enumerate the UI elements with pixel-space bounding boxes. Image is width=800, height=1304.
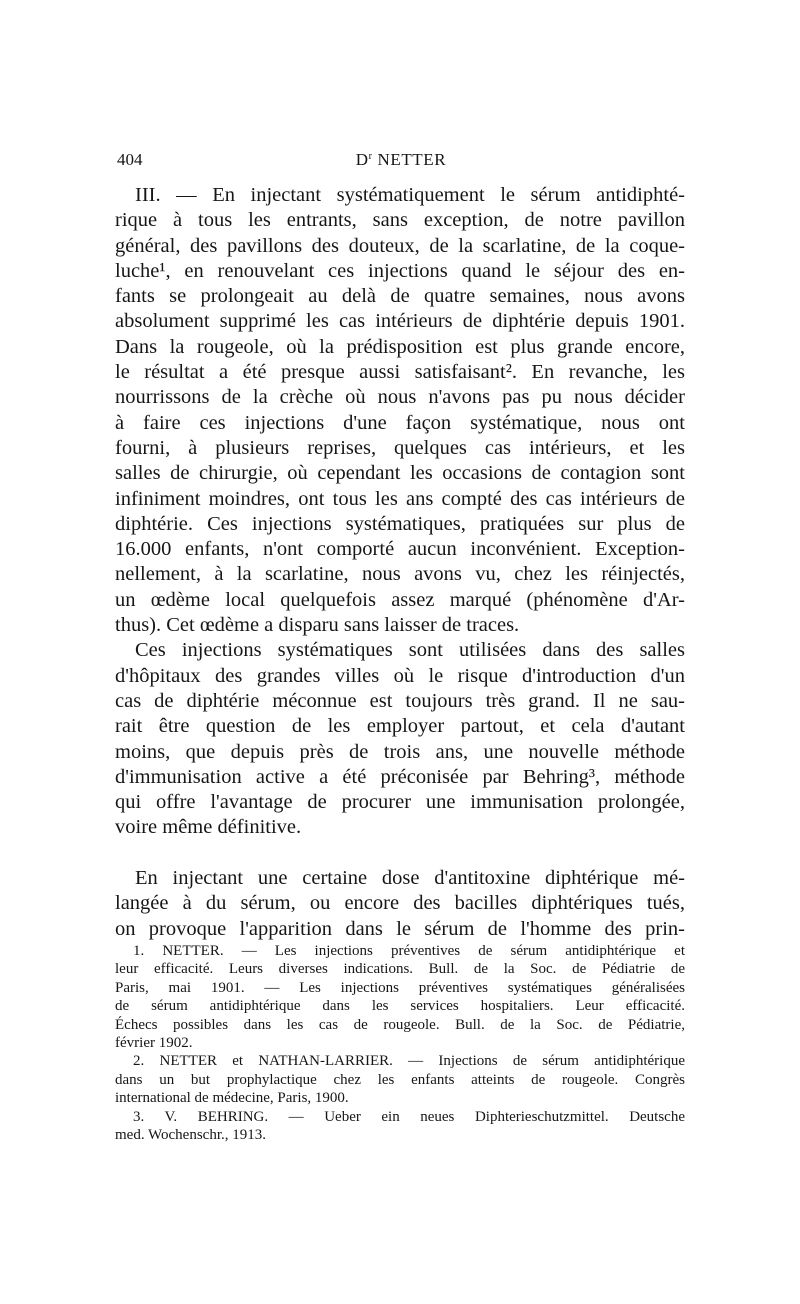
text-line: 16.000 enfants, n'ont comporté aucun inconvénient. Exception-: [115, 538, 685, 561]
text-line: En injectant une certaine dose d'antitoxine diphtérique mé-: [135, 867, 685, 890]
text-line: d'hôpitaux des grandes villes où le risque d'introduction d'un: [115, 664, 685, 687]
footnote-line: leur efficacité. Leurs diverses indications. Bull. de la Soc. de Pédiatrie de: [115, 961, 685, 978]
text-line: à faire ces injections d'une façon systématique, nous ont: [115, 411, 685, 434]
text-line: d'immunisation active a été préconisée par Behring³, méthode: [115, 765, 685, 788]
footnote-line: med. Wochenschr., 1913.: [115, 1126, 266, 1143]
footnote-line: Paris, mai 1901. — Les injections préventives systématiques généralisées: [115, 979, 685, 996]
footnote-line: international de médecine, Paris, 1900.: [115, 1090, 349, 1107]
text-line: rique à tous les entrants, sans exception, de notre pavillon: [115, 209, 685, 232]
text-line: III. — En injectant systématiquement le sérum antidiphté-: [135, 184, 685, 206]
text-line: fants se prolongeait au delà de quatre semaines, nous avons: [115, 285, 685, 308]
text-line: Ces injections systématiques sont utilisées dans des salles: [135, 639, 685, 662]
running-title-superscript: r: [368, 151, 373, 162]
page-number: 404: [117, 150, 143, 169]
text-line: diphtérie. Ces injections systématiques, pratiquées sur plus de: [115, 512, 685, 535]
text-line: cas de diphtérie méconnue est toujours très grand. Il ne sau-: [115, 689, 685, 712]
body-text: [115, 183, 685, 942]
text-line: voire même définitive.: [115, 816, 302, 839]
text-line: salles de chirurgie, où cependant les occasions de contagion sont: [115, 462, 685, 485]
running-title: [117, 150, 685, 170]
text-line: langée à du sérum, ou encore des bacilles diphtériques tués,: [115, 892, 685, 915]
text-line: thus). Cet œdème a disparu sans laisser de traces.: [115, 614, 520, 637]
running-title-prefix: D: [355, 150, 369, 169]
page-header: [117, 150, 685, 174]
text-line: qui offre l'avantage de procurer une immunisation prolongée,: [115, 791, 685, 814]
text-line: infiniment moindres, ont tous les ans compté des cas intérieurs de: [115, 487, 685, 510]
footnote-line: février 1902.: [115, 1034, 193, 1051]
text-line: Dans la rougeole, où la prédisposition est plus grande encore,: [115, 335, 685, 358]
footnote-line: 1. NETTER. — Les injections préventives de sérum antidiphtérique et: [133, 943, 685, 959]
text-line: nourrissons de la crèche où nous n'avons pas pu nous décider: [115, 386, 685, 409]
footnote-line: 2. NETTER et NATHAN-LARRIER. — Injections de sérum antidiphtérique: [133, 1053, 685, 1070]
text-line: luche¹, en renouvelant ces injections quand le séjour des en-: [115, 259, 685, 282]
footnotes: [115, 942, 685, 1144]
footnote-line: 3. V. BEHRING. — Ueber ein neues Diphterieschutzmittel. Deutsche: [133, 1108, 685, 1125]
text-line: on provoque l'apparition dans le sérum de l'homme des prin-: [115, 917, 685, 940]
footnote-line: dans un but prophylactique chez les enfants atteints de rougeole. Congrès: [115, 1071, 685, 1088]
text-line: fourni, à plusieurs reprises, quelques cas intérieurs, et les: [115, 436, 685, 459]
text-line: moins, que depuis près de trois ans, une nouvelle méthode: [115, 740, 685, 763]
text-line: absolument supprimé les cas intérieurs de diphtérie depuis 1901.: [115, 310, 685, 333]
running-title-name: NETTER: [372, 150, 447, 169]
text-line: rait être question de les employer partout, et cela d'autant: [115, 715, 685, 738]
text-line: général, des pavillons des douteux, de la scarlatine, de la coque-: [115, 234, 685, 257]
paragraph-gap: [115, 841, 685, 866]
text-line: nellement, à la scarlatine, nous avons vu, chez les réinjectés,: [115, 563, 685, 586]
text-line: un œdème local quelquefois assez marqué (phénomène d'Ar-: [115, 588, 685, 611]
footnote-line: Échecs possibles dans les cas de rougeole. Bull. de la Soc. de Pédiatrie,: [115, 1016, 685, 1033]
text-line: le résultat a été presque aussi satisfaisant². En revanche, les: [115, 361, 685, 384]
footnote-line: de sérum antidiphtérique dans les services hospitaliers. Leur efficacité.: [115, 998, 685, 1015]
